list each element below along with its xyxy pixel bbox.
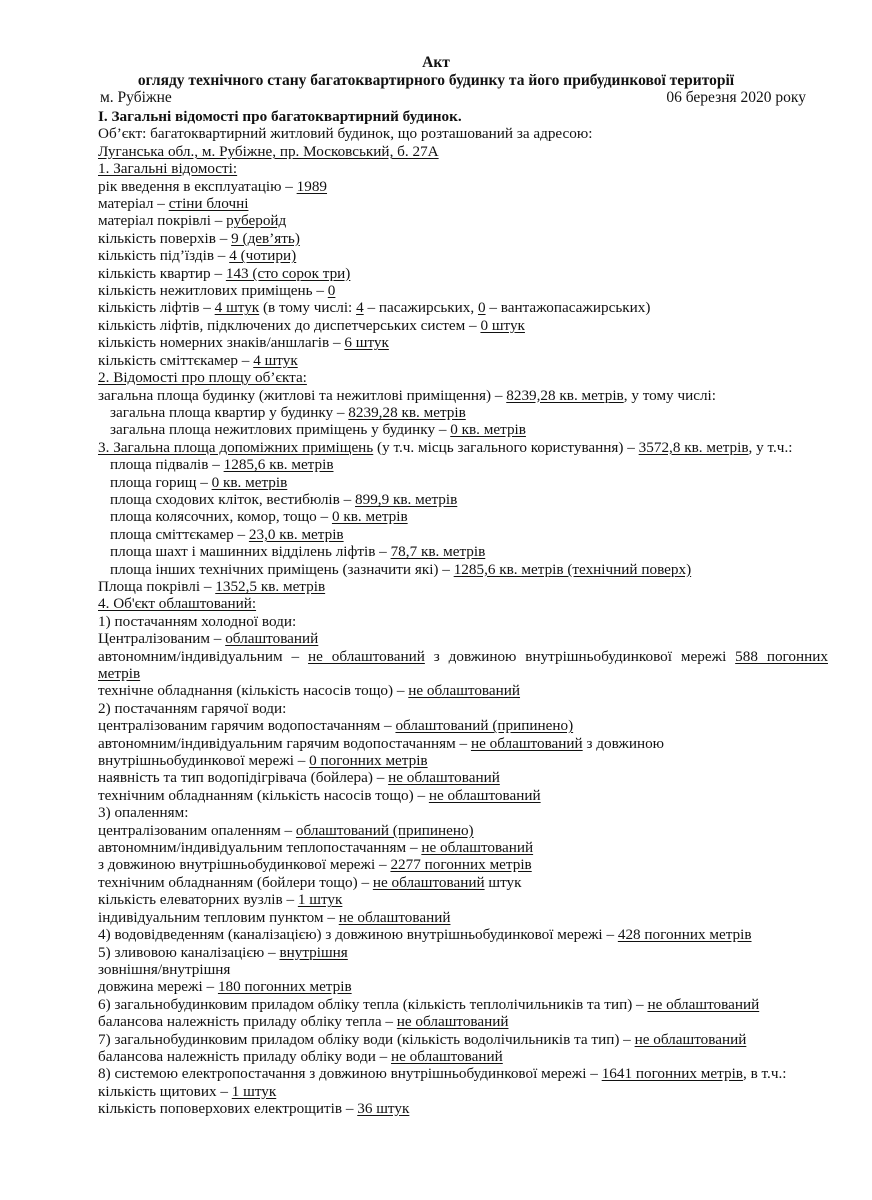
field-value: 180 погонних метрів xyxy=(217,978,352,996)
field-line: рік введення в експлуатацію – 1989 xyxy=(98,177,328,195)
field-value: 78,7 кв. метрів xyxy=(390,543,486,561)
subsection-heading: 4. Об'єкт облаштований: xyxy=(98,595,257,613)
field-line: кількість щитових – 1 штук xyxy=(98,1082,277,1100)
field-line: довжина мережі – 180 погонних метрів xyxy=(98,978,352,996)
field-value: 1989 xyxy=(296,177,328,195)
city: м. Рубіжне xyxy=(100,89,172,106)
field-line: матеріал покрівлі – руберойд xyxy=(98,212,287,230)
field-value: облаштований xyxy=(225,630,319,648)
field-line: з довжиною внутрішньобудинкової мережі – 2277 погонних метрів xyxy=(98,856,532,874)
field-value: не облаштований xyxy=(408,682,521,700)
field-line: 7) загальнобудинковим приладом обліку води (кількість водолічильників та тип) – не облаштований xyxy=(98,1030,747,1048)
field-line: автономним/індивідуальним – не облаштований з довжиною внутрішньобудинкової мережі 588 погонних метрів xyxy=(98,647,828,682)
document-body xyxy=(98,108,828,1118)
field-line: кількість сміттєкамер – 4 штук xyxy=(98,351,298,369)
field-line: кількість ліфтів – 4 штук (в тому числі: 4 – пасажирських, 0 – вантажопасажирських) xyxy=(98,299,651,317)
field-value: не облаштований xyxy=(428,786,541,804)
field-value: не облаштований xyxy=(647,995,760,1013)
field-line: балансова належність приладу обліку тепла – не облаштований xyxy=(98,1013,509,1031)
section-heading: I. Загальні відомості про багатоквартирний будинок. xyxy=(98,108,462,125)
field-line: площа сходових кліток, вестибюлів – 899,9 кв. метрів xyxy=(110,490,458,508)
field-value: 1 штук xyxy=(297,891,343,909)
document-subtitle: огляду технічного стану багатоквартирного будинку та його прибудинкової території xyxy=(137,72,735,89)
field-line: 6) загальнобудинковим приладом обліку тепла (кількість теплолічильників та тип) – не облаштований xyxy=(98,995,760,1013)
field-line: індивідуальним тепловим пунктом – не облаштований xyxy=(98,908,451,926)
field-line: кількість під’їздів – 4 (чотири) xyxy=(98,247,297,265)
item-heading: 1) постачанням холодної води: xyxy=(98,612,297,630)
field-value: 1352,5 кв. метрів xyxy=(215,577,326,595)
field-line: кількість ліфтів, підключених до диспетчерських систем – 0 штук xyxy=(98,316,525,334)
item-heading: 3) опаленням: xyxy=(98,804,189,822)
field-line: загальна площа будинку (житлові та нежитлові приміщення) – 8239,28 кв. метрів, у тому числі: xyxy=(98,386,716,404)
field-value: облаштований (припинено) xyxy=(295,821,474,839)
place-date-row xyxy=(100,89,806,109)
field-value: не облаштований xyxy=(372,873,485,891)
subsection-heading: 3. Загальна площа допоміжних приміщень xyxy=(98,438,374,456)
field-value: не облаштований xyxy=(421,839,534,857)
field-value: 4 штук xyxy=(253,351,298,369)
field-value: 1 штук xyxy=(231,1082,277,1100)
field-value: 143 (сто сорок три) xyxy=(225,264,351,282)
field-line: автономним/індивідуальним теплопостачанням – не облаштований xyxy=(98,839,534,857)
field-value: внутрішня xyxy=(279,943,348,961)
date: 06 березня 2020 року xyxy=(666,89,806,106)
field-value: 36 штук xyxy=(357,1100,410,1118)
field-value: 9 (дев’ять) xyxy=(231,229,300,247)
field-line: кількість номерних знаків/аншлагів – 6 штук xyxy=(98,334,389,352)
field-line: загальна площа нежитлових приміщень у будинку – 0 кв. метрів xyxy=(110,421,526,439)
field-line: технічним обладнанням (кількість насосів тощо) – не облаштований xyxy=(98,786,541,804)
field-line: централізованим гарячим водопостачанням – облаштований (припинено) xyxy=(98,717,574,735)
field-value: 1641 погонних метрів xyxy=(601,1065,743,1083)
field-line: автономним/індивідуальним гарячим водопостачанням – не облаштований з довжиною xyxy=(98,734,665,752)
field-line: 3. Загальна площа допоміжних приміщень (у т.ч. місць загального користування) – 3572,8 кв. метрів, у т.ч.: xyxy=(98,438,793,456)
field-line: кількість нежитлових приміщень – 0 xyxy=(98,282,336,300)
field-value: руберойд xyxy=(226,212,287,230)
field-value: не облаштований xyxy=(470,734,583,752)
field-value: стіни блочні xyxy=(168,195,249,213)
storm-type-line: зовнішня/внутрішня xyxy=(98,960,231,978)
field-value: 1285,6 кв. метрів (технічний поверх) xyxy=(453,560,692,578)
field-value: 0 xyxy=(327,282,336,300)
field-line: матеріал – стіни блочні xyxy=(98,195,249,213)
field-value: облаштований (припинено) xyxy=(395,717,574,735)
field-value: 2277 погонних метрів xyxy=(390,856,532,874)
field-line: площа шахт і машинних відділень ліфтів – 78,7 кв. метрів xyxy=(110,543,486,561)
field-value: 0 кв. метрів xyxy=(450,421,526,439)
field-line: технічне обладнання (кількість насосів тощо) – не облаштований xyxy=(98,682,521,700)
field-line: Централізованим – облаштований xyxy=(98,630,319,648)
object-line: Об’єкт: багатоквартирний житловий будинок, що розташований за адресою: xyxy=(98,125,593,143)
field-value: 4 (чотири) xyxy=(229,247,297,265)
field-value: 8239,28 кв. метрів xyxy=(348,403,466,421)
field-value: не облаштований xyxy=(338,908,451,926)
field-value: 0 кв. метрів xyxy=(331,508,408,526)
field-line: внутрішньобудинкової мережі – 0 погонних метрів xyxy=(98,752,428,770)
field-value: 8239,28 кв. метрів xyxy=(506,386,624,404)
field-line: площа сміттєкамер – 23,0 кв. метрів xyxy=(110,525,344,543)
address: Луганська обл., м. Рубіжне, пр. Московський, б. 27А xyxy=(98,142,439,160)
field-line: централізованим опаленням – облаштований (припинено) xyxy=(98,821,474,839)
field-value: не облаштований xyxy=(396,1013,509,1031)
field-line: 8) системою електропостачання з довжиною внутрішньобудинкової мережі – 1641 погонних метрів, в т.ч.: xyxy=(98,1065,787,1083)
field-value: 1285,6 кв. метрів xyxy=(223,456,334,474)
field-value: 23,0 кв. метрів xyxy=(248,525,344,543)
field-value: 0 кв. метрів xyxy=(211,473,288,491)
field-line: кількість квартир – 143 (сто сорок три) xyxy=(98,264,351,282)
field-value: не облаштований xyxy=(634,1030,747,1048)
field-line: 5) зливовою каналізацією – внутрішня xyxy=(98,943,348,961)
item-heading: 2) постачанням гарячої води: xyxy=(98,699,287,717)
field-value: 0 погонних метрів xyxy=(309,752,428,770)
field-value: не облаштований xyxy=(391,1047,503,1065)
field-value: 6 штук xyxy=(344,334,389,352)
subsection-heading: 2. Відомості про площу об’єкта: xyxy=(98,369,307,387)
field-value: не облаштований xyxy=(308,647,425,665)
field-line: технічним обладнанням (бойлери тощо) – не облаштований штук xyxy=(98,873,522,891)
field-line: площа колясочних, комор, тощо – 0 кв. метрів xyxy=(110,508,408,526)
field-line: загальна площа квартир у будинку – 8239,28 кв. метрів xyxy=(110,403,466,421)
field-value: 4 штук xyxy=(214,299,260,317)
field-line: 4) водовідведенням (каналізацією) з довжиною внутрішньобудинкової мережі – 428 погонних метрів xyxy=(98,926,752,944)
field-value: 588 погонних метрів xyxy=(98,647,828,682)
field-line: площа підвалів – 1285,6 кв. метрів xyxy=(110,456,334,474)
field-value: не облаштований xyxy=(388,769,500,787)
field-value: 3572,8 кв. метрів xyxy=(638,438,749,456)
field-line: балансова належність приладу обліку води – не облаштований xyxy=(98,1047,503,1065)
field-value: 0 штук xyxy=(480,316,525,334)
subsection-heading: 1. Загальні відомості: xyxy=(98,160,238,178)
field-line: Площа покрівлі – 1352,5 кв. метрів xyxy=(98,577,326,595)
field-value: 899,9 кв. метрів xyxy=(355,490,458,508)
field-line: кількість поповерхових електрощитів – 36 штук xyxy=(98,1100,410,1118)
field-value: 428 погонних метрів xyxy=(617,926,752,944)
field-line: площа інших технічних приміщень (зазначити які) – 1285,6 кв. метрів (технічний поверх) xyxy=(110,560,692,578)
field-line: наявність та тип водопідігрівача (бойлера) – не облаштований xyxy=(98,769,500,787)
document-title: Акт xyxy=(422,54,450,71)
field-line: кількість поверхів – 9 (дев’ять) xyxy=(98,229,300,247)
field-line: кількість елеваторних вузлів – 1 штук xyxy=(98,891,343,909)
field-line: площа горищ – 0 кв. метрів xyxy=(110,473,288,491)
